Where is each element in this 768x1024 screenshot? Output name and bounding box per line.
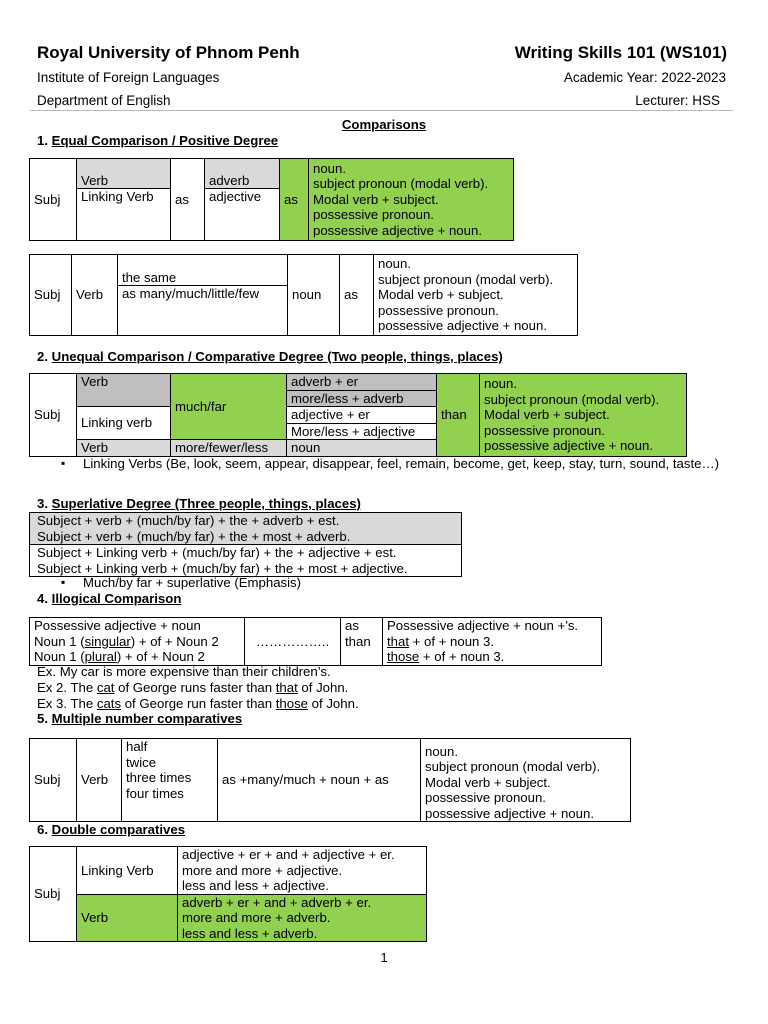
illogical-comparison-table (29, 617, 602, 666)
university-name: Royal University of Phnom Penh (37, 43, 300, 62)
endings-cell: noun. subject pronoun (modal verb). Modal verb + subject. possessive pronoun. possessive adjective + noun. (374, 255, 578, 336)
department-name: Department of English (37, 93, 171, 108)
than-cell: than (437, 374, 480, 457)
superlative-row: Subject + Linking verb + (much/by far) + the + adjective + est. Subject + Linking verb + (much/by far) + the + most + adjective. (30, 545, 462, 577)
adverb-forms-cell: adverb + er + and + adverb + er. more and more + adverb. less and less + adverb. (178, 894, 427, 942)
section-6-heading: 6. Double comparatives (37, 822, 186, 837)
linking-verb-cell: Linking verb (77, 407, 171, 440)
multiple-comparatives-table (29, 738, 631, 822)
page-number: 1 (380, 950, 388, 965)
subj-cell: Subj (30, 374, 77, 457)
more-fewer-cell: more/fewer/less (171, 440, 287, 457)
left-forms-cell: Possessive adjective + noun Noun 1 (singular) + of + Noun 2 Noun 1 (plural) + of + Noun 2 (30, 618, 245, 666)
more-less-adverb-cell: more/less + adverb (287, 390, 437, 407)
equal-comparison-table-1 (29, 158, 514, 241)
course-name: Writing Skills 101 (WS101) (514, 43, 727, 62)
the-same-cell: the same (118, 255, 288, 286)
as-cell: as (171, 159, 205, 241)
superlative-note: ▪ Much/by far + superlative (Emphasis) (61, 575, 561, 591)
verb-cell: Verb (77, 159, 171, 189)
linking-verbs-note: ▪ Linking Verbs (Be, look, seem, appear, disappear, feel, remain, become, get, keep, stay, turn, sound, taste…) (61, 456, 731, 472)
comparative-table (29, 373, 687, 457)
as-cell: as (340, 255, 374, 336)
verb-cell: Verb (77, 894, 178, 942)
equal-comparison-table-2 (29, 254, 578, 336)
verb-cell: Verb (77, 374, 171, 407)
adverb-cell: adverb (205, 159, 280, 189)
as-many-cell: as many/much/little/few (118, 286, 288, 336)
subj-cell: Subj (30, 255, 72, 336)
adjective-forms-cell: adjective + er + and + adjective + er. more and more + adjective. less and less + adjective. (178, 847, 427, 895)
lecturer: Lecturer: HSS (635, 93, 720, 108)
noun-cell: noun (287, 440, 437, 457)
noun-cell: noun (288, 255, 340, 336)
superlative-row: Subject + verb + (much/by far) + the + adverb + est. Subject + verb + (much/by far) + the + most + adverb. (30, 513, 462, 545)
linking-verb-cell: Linking Verb (77, 847, 178, 895)
adverb-er-cell: adverb + er (287, 374, 437, 391)
adjective-er-cell: adjective + er (287, 407, 437, 424)
endings-cell: noun. subject pronoun (modal verb). Modal verb + subject. possessive pronoun. possessive adjective + noun. (309, 159, 514, 241)
subj-cell: Subj (30, 847, 77, 942)
section-5-heading: 5. Multiple number comparatives (37, 711, 243, 726)
much-far-cell: much/far (171, 374, 287, 440)
section-3-heading: 3. Superlative Degree (Three people, things, places) (37, 496, 361, 511)
subj-cell: Subj (30, 739, 77, 822)
example-3: Ex 3. The cats of George run faster than those of John. (37, 696, 359, 711)
section-4-heading: 4. Illogical Comparison (37, 591, 182, 606)
academic-year: Academic Year: 2022-2023 (563, 70, 726, 85)
subj-cell: Subj (30, 159, 77, 241)
as-than-cell: as than (341, 618, 383, 666)
verb-cell-2: Verb (77, 440, 171, 457)
middle-cell: as +many/much + noun + as (218, 739, 421, 822)
superlative-table (29, 512, 462, 577)
endings-cell: noun. subject pronoun (modal verb). Modal verb + subject. possessive pronoun. possessive adjective + noun. (480, 374, 687, 457)
section-1-heading: 1. Equal Comparison / Positive Degree (37, 133, 279, 148)
more-less-adjective-cell: More/less + adjective (287, 423, 437, 440)
right-forms-cell: Possessive adjective + noun +’s. that + of + noun 3. those + of + noun 3. (383, 618, 602, 666)
endings-cell: noun. subject pronoun (modal verb). Modal verb + subject. possessive pronoun. possessive adjective + noun. (421, 739, 631, 822)
example-1: Ex. My car is more expensive than their children’s. (37, 664, 331, 679)
as-cell-2: as (280, 159, 309, 241)
linking-verb-cell: Linking Verb (77, 189, 171, 241)
header-divider (30, 110, 733, 111)
example-2: Ex 2. The cat of George runs faster than that of John. (37, 680, 349, 695)
multiples-cell: half twice three times four times (122, 739, 218, 822)
dots-cell: …………….. (245, 618, 341, 666)
doc-title: Comparisons (341, 117, 427, 132)
verb-cell: Verb (72, 255, 118, 336)
institute-name: Institute of Foreign Languages (37, 70, 220, 85)
double-comparatives-table (29, 846, 427, 942)
verb-cell: Verb (77, 739, 122, 822)
section-2-heading: 2. Unequal Comparison / Comparative Degree (Two people, things, places) (37, 349, 503, 364)
adjective-cell: adjective (205, 189, 280, 241)
